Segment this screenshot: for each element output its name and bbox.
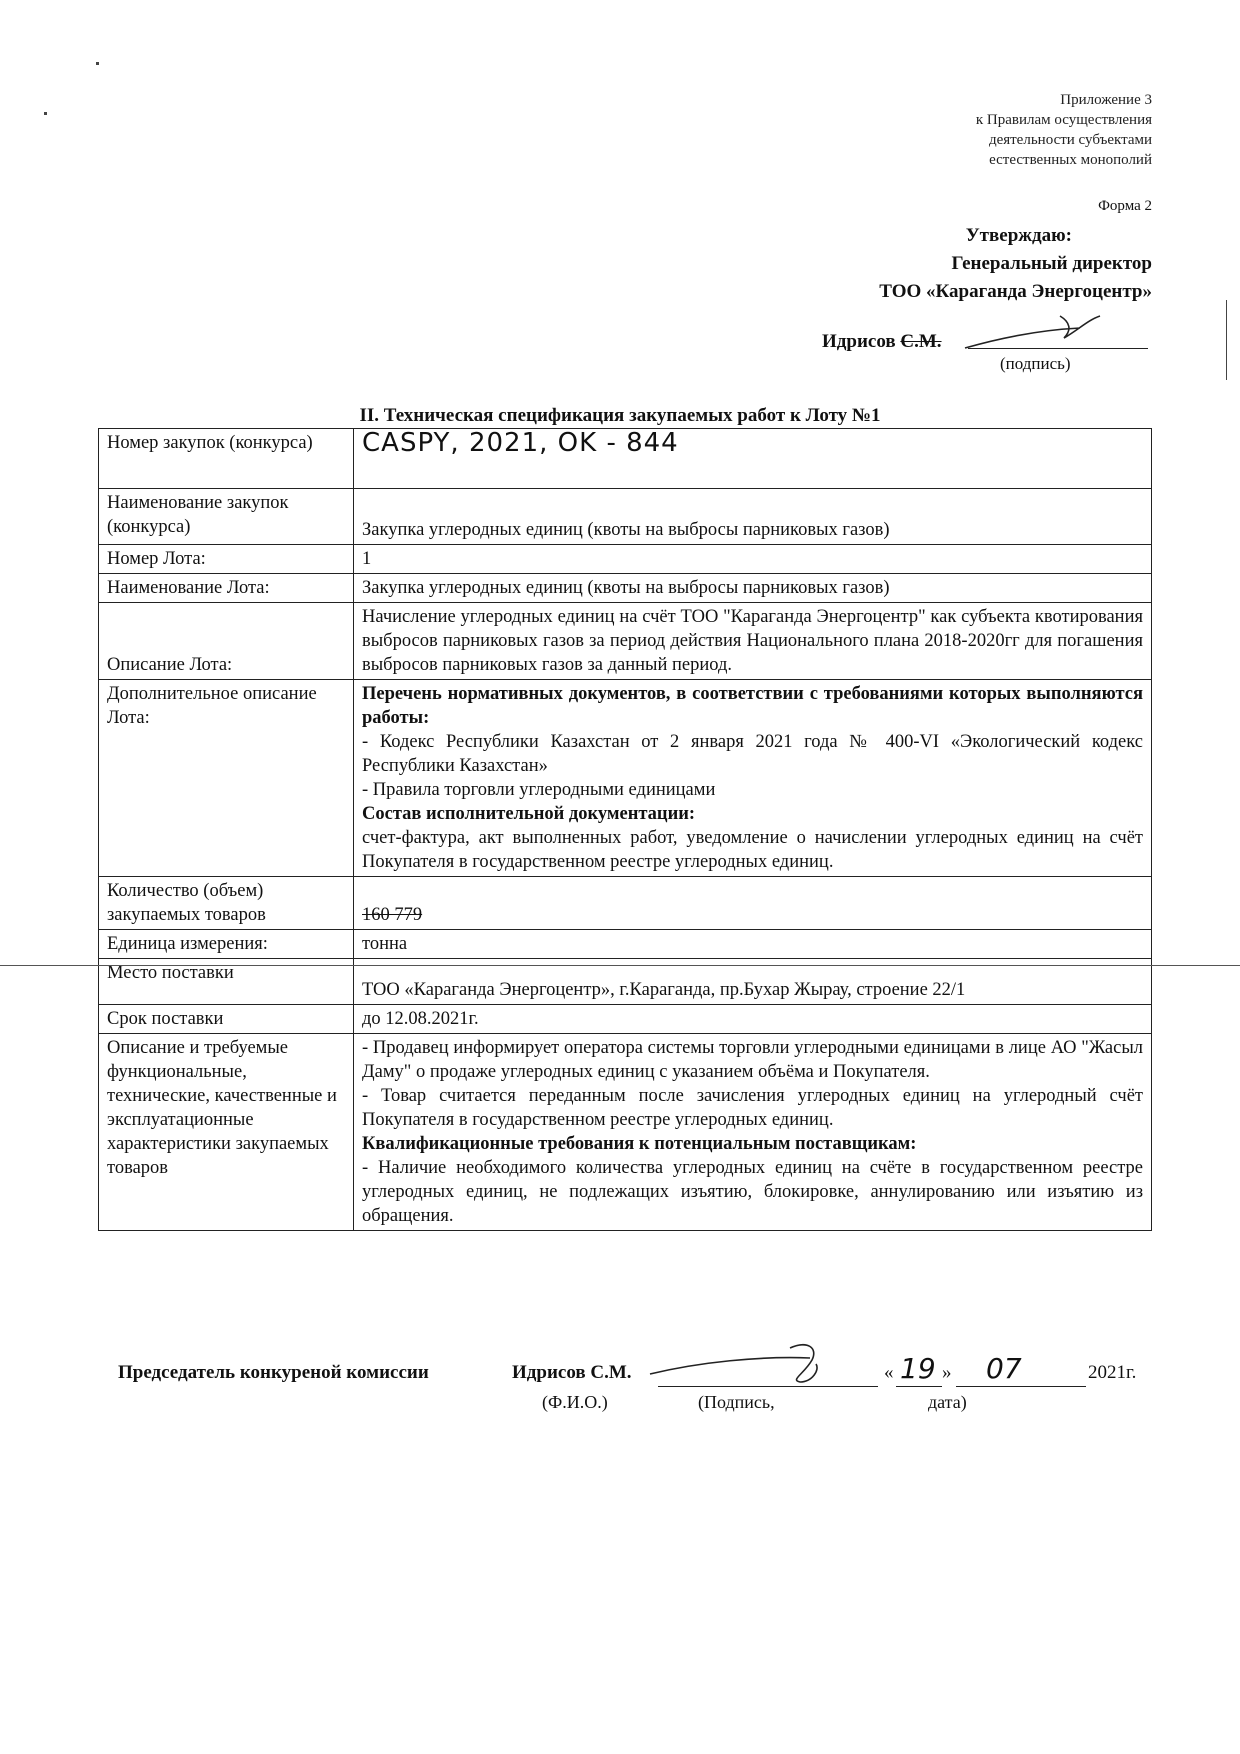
date-close-quote: » [942,1362,952,1383]
date-year: 2021г. [1088,1362,1137,1383]
scan-artifact-line [0,965,1240,966]
chairman-label: Председатель конкуреной комиссии [118,1362,429,1383]
caption-date: дата) [928,1392,967,1412]
scan-speck [96,62,99,65]
lot-name-value: Закупка углеродных единиц (квоты на выбросы парниковых газов) [354,574,1152,603]
date-day-line [896,1386,942,1387]
procurement-name-value: Закупка углеродных единиц (квоты на выбросы парниковых газов) [354,489,1152,545]
qualification-item: - Наличие необходимого количества углеродных единиц на счёте в государственном реестре углеродных единиц, не подлежащих изъятию, блокировке, аннулированию или изъятию из обращения. [362,1158,1143,1226]
requirements-value [354,1034,1152,1231]
unit-value: тонна [354,930,1152,959]
requirement-item: - Товар считается переданным после зачисления углеродных единиц на углеродный счёт Покупателя в государственном реестре углеродных единиц. [362,1086,1143,1130]
activity-line: деятельности субъектами [988,132,1152,148]
caption-signature: (Подпись, [698,1392,775,1412]
procurement-number-value [354,429,1152,489]
table-row [99,1034,1152,1231]
executive-docs-heading: Состав исполнительной документации: [362,804,696,824]
table-row [99,930,1152,959]
executive-docs-list: счет-фактура, акт выполненных работ, уведомление о начислении углеродных единиц на счёт Покупателя в государственном реестре углеродных единиц. [362,828,1143,872]
unit-label: Единица измерения: [99,930,354,959]
chairman-name: Идрисов С.М. [512,1362,632,1383]
quantity-number: 160 779 [362,905,423,925]
signature-caption: (подпись) [1000,354,1071,373]
table-row [99,574,1152,603]
normative-doc-item: - Правила торговли углеродными единицами [362,780,716,800]
approver-position: Генеральный директор [951,253,1152,274]
form-number: Форма 2 [1098,198,1152,214]
table-row [99,545,1152,574]
appendix-header [976,90,1152,170]
table-row [99,1005,1152,1034]
requirements-label: Описание и требуемые функциональные, технические, качественные и эксплуатационные характеристики закупаемых товаров [99,1034,354,1231]
table-row [99,429,1152,489]
lot-name-label: Наименование Лота: [99,574,354,603]
appendix-number: Приложение 3 [1060,92,1152,108]
scan-edge-mark [1226,300,1227,380]
normative-doc-item: - Кодекс Республики Казахстан от 2 января 2021 года № 400-VI «Экологический кодекс Республики Казахстан» [362,732,1143,776]
table-row [99,603,1152,680]
normative-docs-heading: Перечень нормативных документов, в соответствии с требованиями которых выполняются работы: [362,684,1143,728]
procurement-number-handwritten: CASPY, 2021, OK - 844 [362,428,679,458]
additional-description-value [354,680,1152,877]
date-month: 07 [986,1352,1022,1385]
approval-block [879,222,1152,306]
lot-number-label: Номер Лота: [99,545,354,574]
date-month-line [956,1386,1086,1387]
date-open-quote: « [884,1362,894,1383]
rules-line: к Правилам осуществления [975,112,1152,128]
additional-description-label: Дополнительное описание Лота: [99,680,354,877]
lot-number-value: 1 [354,545,1152,574]
approver-initials: С.М. [900,331,942,352]
document-title: II. Техническая спецификация закупаемых работ к Лоту №1 [359,405,881,426]
procurement-number-label: Номер закупок (конкурса) [99,429,354,489]
approver-signature [960,308,1110,358]
delivery-place-value: ТОО «Караганда Энергоцентр», г.Караганда, пр.Бухар Жырау, строение 22/1 [354,959,1152,1005]
monopoly-line: естественных монополий [989,152,1152,168]
quantity-value [354,877,1152,930]
table-row [99,680,1152,877]
delivery-term-label: Срок поставки [99,1005,354,1034]
specification-table [98,428,1152,1231]
scan-speck [44,112,47,115]
lot-description-value: Начисление углеродных единиц на счёт ТОО "Караганда Энергоцентр" как субъекта квотирования выбросов парниковых газов за период действия Национального плана 2018-2020гг для погашения выбросов парниковых газов за данный период. [354,603,1152,680]
approver-surname: Идрисов [822,331,896,352]
delivery-term-value: до 12.08.2021г. [354,1005,1152,1034]
requirement-item: - Продавец информирует оператора системы торговли углеродными единицами в лице АО "Жасыл Даму" о продаже углеродных единиц с указанием объёма и Покупателя. [362,1038,1143,1082]
lot-description-label: Описание Лота: [99,603,354,680]
approve-label: Утверждаю: [965,225,1072,246]
table-row [99,877,1152,930]
procurement-name-label: Наименование закупок (конкурса) [99,489,354,545]
qualification-heading: Квалификационные требования к потенциальным поставщикам: [362,1134,917,1154]
approver-name [822,331,942,353]
chairman-signature [640,1334,870,1390]
table-row [99,489,1152,545]
delivery-place-label: Место поставки [99,959,354,1005]
date-day: 19 [900,1352,936,1385]
caption-fio: (Ф.И.О.) [542,1392,608,1412]
quantity-label: Количество (объем) закупаемых товаров [99,877,354,930]
approver-company: ТОО «Караганда Энергоцентр» [879,281,1152,302]
